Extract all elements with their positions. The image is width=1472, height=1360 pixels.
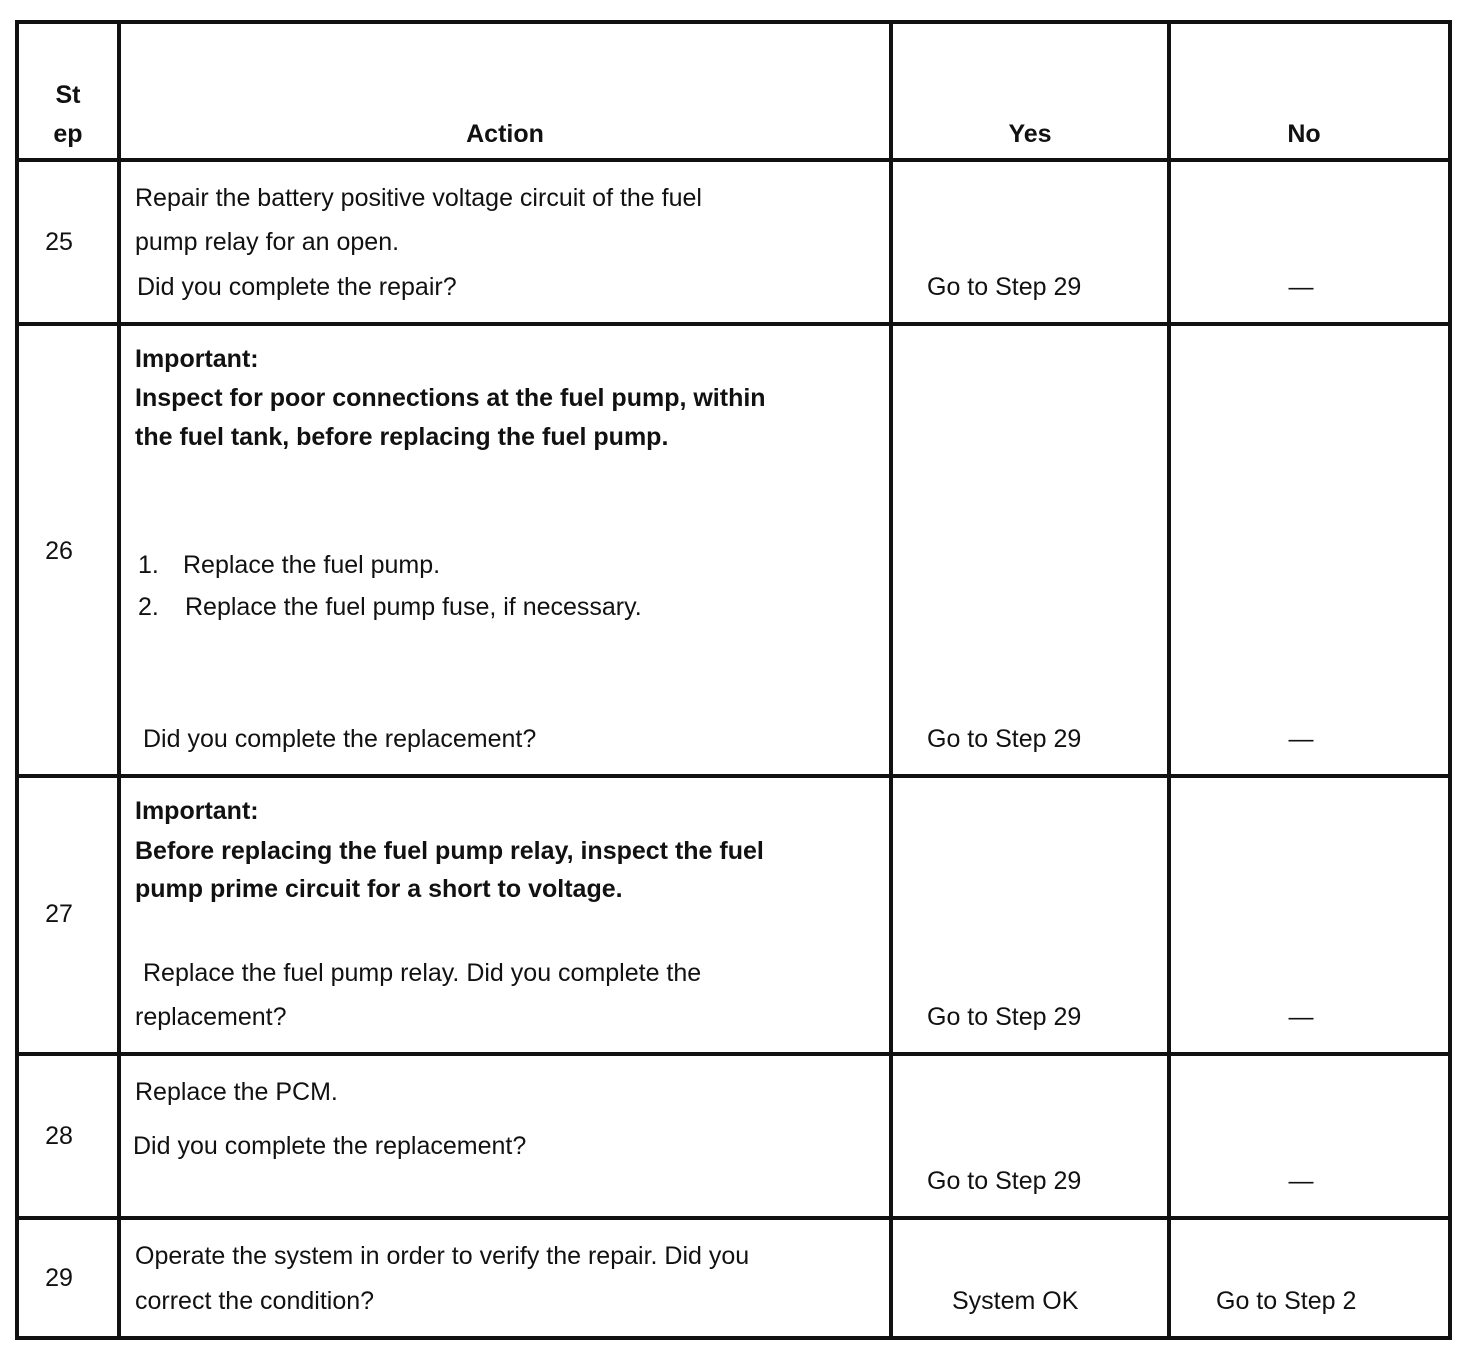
action-text: replacement? (135, 1003, 287, 1031)
table-border-bottom (15, 1336, 1452, 1340)
step-number: 29 (45, 1264, 73, 1292)
yes-result: Go to Step 29 (927, 1003, 1082, 1031)
list-text: Replace the fuel pump fuse, if necessary. (185, 593, 642, 621)
important-text: Before replacing the fuel pump relay, inspect the fuel (135, 837, 764, 865)
row-divider-27 (15, 1052, 1452, 1056)
step-number: 27 (45, 900, 73, 928)
row-divider-28 (15, 1216, 1452, 1220)
no-result: — (1288, 1167, 1314, 1195)
important-text: Inspect for poor connections at the fuel pump, within (135, 384, 766, 412)
header-no: No (1287, 120, 1321, 148)
col-divider-step (117, 20, 121, 1340)
header-divider (15, 158, 1452, 162)
header-step-line2: ep (53, 120, 83, 148)
action-question: Did you complete the replacement? (143, 725, 537, 753)
list-text: Replace the fuel pump. (183, 551, 441, 579)
action-question: correct the condition? (135, 1287, 375, 1315)
table-border-top (15, 20, 1452, 24)
step-number: 28 (45, 1122, 73, 1150)
col-divider-action (889, 20, 893, 1340)
col-divider-yes (1167, 20, 1171, 1340)
step-number: 26 (45, 537, 73, 565)
yes-result: Go to Step 29 (927, 273, 1082, 301)
action-text: Replace the fuel pump relay. Did you complete the (143, 959, 702, 987)
header-action: Action (466, 120, 544, 148)
header-yes: Yes (1008, 120, 1052, 148)
important-label: Important: (135, 797, 259, 825)
important-text: the fuel tank, before replacing the fuel pump. (135, 423, 669, 451)
list-number: 1. (138, 551, 159, 579)
yes-result: Go to Step 29 (927, 725, 1082, 753)
action-text: Operate the system in order to verify the repair. Did you (135, 1242, 750, 1270)
action-text: Replace the PCM. (135, 1078, 338, 1106)
yes-result: Go to Step 29 (927, 1167, 1082, 1195)
header-step-line1: St (55, 81, 81, 109)
list-number: 2. (138, 593, 159, 621)
action-question: Did you complete the repair? (137, 273, 457, 301)
action-text: pump relay for an open. (135, 228, 400, 256)
row-divider-26 (15, 774, 1452, 778)
important-text: pump prime circuit for a short to voltage. (135, 875, 623, 903)
yes-result: System OK (952, 1287, 1079, 1315)
important-label: Important: (135, 345, 259, 373)
action-text: Repair the battery positive voltage circuit of the fuel (135, 184, 702, 212)
row-divider-25 (15, 322, 1452, 326)
table-border-right (1448, 20, 1452, 1340)
no-result: — (1288, 725, 1314, 753)
step-number: 25 (45, 228, 73, 256)
no-result: — (1288, 1003, 1314, 1031)
no-result: — (1288, 273, 1314, 301)
no-result: Go to Step 2 (1216, 1287, 1357, 1315)
action-question: Did you complete the replacement? (133, 1132, 527, 1160)
